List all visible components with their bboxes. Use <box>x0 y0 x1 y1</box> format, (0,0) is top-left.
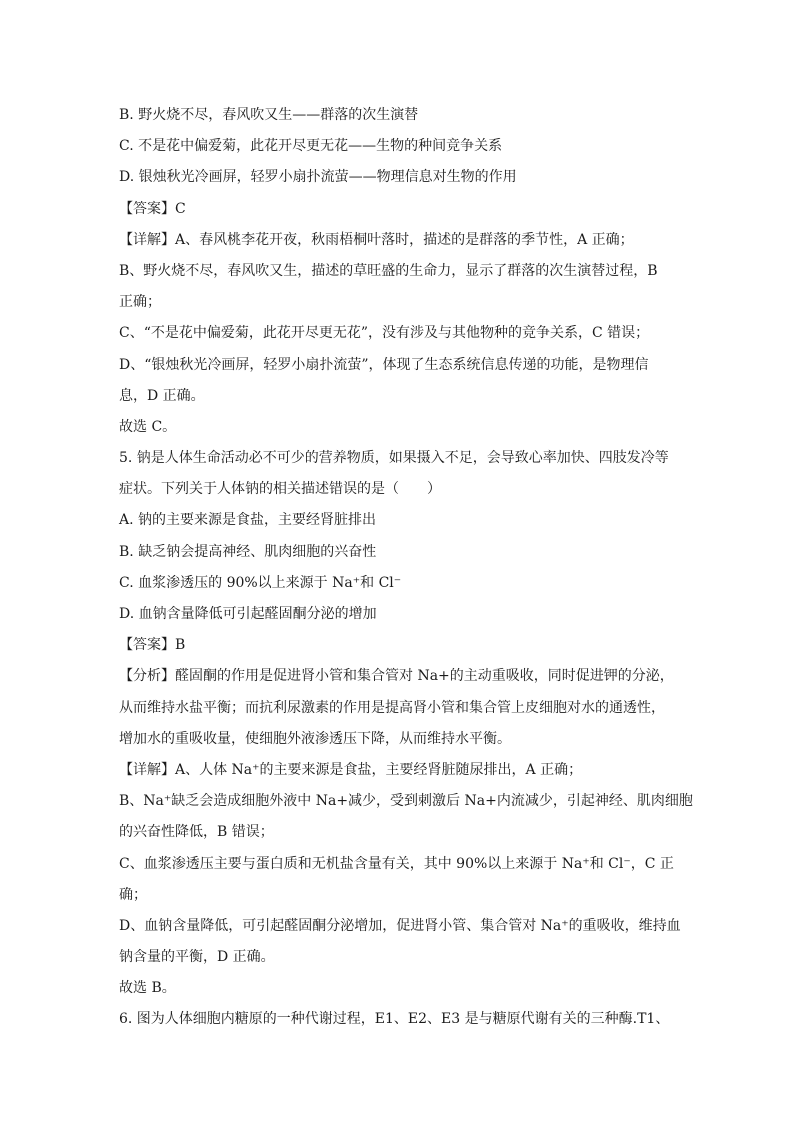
option-d-line: D. 银烛秋光冷画屏，轻罗小扇扑流萤——物理信息对生物的作用 <box>119 169 517 186</box>
explanation-line: B、野火烧不尽，春风吹又生，描述的草旺盛的生命力，显示了群落的次生演替过程，B <box>119 262 658 279</box>
explanation-line: 的兴奋性降低，B 错误； <box>119 824 274 841</box>
option-d-line: D. 血钠含量降低可引起醛固酮分泌的增加 <box>119 606 377 622</box>
analysis-line: 从而维持水盐平衡；而抗利尿激素的作用是提高肾小管和集合管上皮细胞对水的通透性， <box>119 699 665 716</box>
option-b-line: B. 缺乏钠会提高神经、肌肉细胞的兴奋性 <box>119 543 377 560</box>
question-stem-line: 症状。下列关于人体钠的相关描述错误的是（ ） <box>119 481 441 498</box>
option-c-line: C. 不是花中偏爱菊，此花开尽更无花——生物的种间竞争关系 <box>119 138 503 155</box>
explanation-line: 确； <box>119 886 147 903</box>
option-b-line: B. 野火烧不尽，春风吹又生——群落的次生演替 <box>119 107 419 123</box>
answer-line: 【答案】C <box>119 200 186 217</box>
option-a-line: A. 钠的主要来源是食盐，主要经肾脏排出 <box>119 512 377 529</box>
explanation-line: 【详解】A、人体 Na⁺的主要来源是食盐，主要经肾脏随尿排出，A 正确； <box>119 761 583 778</box>
option-c-line: C. 血浆渗透压的 90%以上来源于 Na⁺和 Cl⁻ <box>119 574 402 591</box>
explanation-line: C、“不是花中偏爱菊，此花开尽更无花”，没有涉及与其他物种的竞争关系，C 错误； <box>119 325 650 342</box>
explanation-line: C、血浆渗透压主要与蛋白质和无机盐含量有关，其中 90%以上来源于 Na⁺和 Cl⁻，C 正 <box>119 855 674 872</box>
conclusion-line: 故选 B。 <box>119 980 176 997</box>
explanation-line: 正确； <box>119 294 161 311</box>
explanation-line: 钠含量的平衡，D 正确。 <box>119 949 275 966</box>
analysis-line: 【分析】醛固酮的作用是促进肾小管和集合管对 Na+的主动重吸收，同时促进钾的分泌， <box>119 668 674 685</box>
explanation-line: B、Na⁺缺乏会造成细胞外液中 Na+减少，受到刺激后 Na+内流减少，引起神经、肌肉细胞 <box>119 793 693 810</box>
analysis-line: 增加水的重吸收量，使细胞外液渗透压下降，从而维持水平衡。 <box>119 730 511 747</box>
explanation-line: D、血钠含量降低，可引起醛固酮分泌增加，促进肾小管、集合管对 Na⁺的重吸收，维持血 <box>119 917 681 934</box>
answer-line: 【答案】B <box>119 637 186 654</box>
question-stem-line: 6. 图为人体细胞内糖原的一种代谢过程，E1、E2、E3 是与糖原代谢有关的三种酶.T1、 <box>119 1011 670 1028</box>
document-page <box>119 100 693 1036</box>
question-stem-line: 5. 钠是人体生命活动必不可少的营养物质，如果摄入不足，会导致心率加快、四肢发冷等 <box>119 450 669 467</box>
explanation-line: 【详解】A、春风桃李花开夜，秋雨梧桐叶落时，描述的是群落的季节性，A 正确； <box>119 231 634 248</box>
conclusion-line: 故选 C。 <box>119 418 177 435</box>
explanation-line: D、“银烛秋光冷画屏，轻罗小扇扑流萤”，体现了生态系统信息传递的功能，是物理信 <box>119 356 649 373</box>
explanation-line: 息，D 正确。 <box>119 387 205 404</box>
